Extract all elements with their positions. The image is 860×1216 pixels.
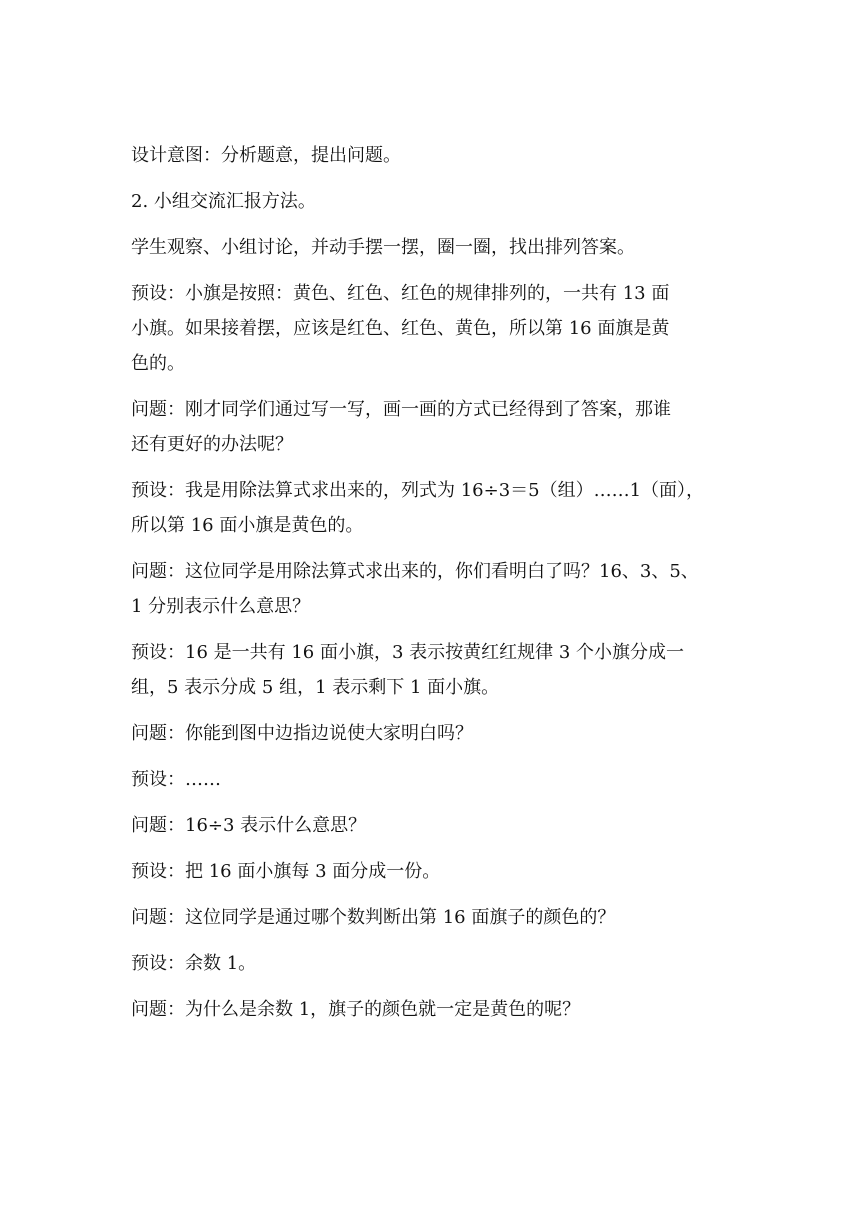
text-line: 小旗。如果接着摆，应该是红色、红色、黄色，所以第 16 面旗是黄: [131, 318, 670, 339]
text-line: 2. 小组交流汇报方法。: [131, 191, 316, 212]
document-body: [131, 138, 743, 1038]
text-line: 预设：16 是一共有 16 面小旗，3 表示按黄红红规律 3 个小旗分成一: [131, 642, 685, 663]
paragraph-design-intent: [131, 138, 743, 173]
paragraph-preset-division: [131, 473, 743, 543]
paragraph-question-why-yellow: [131, 992, 743, 1027]
paragraph-preset-remainder: [131, 946, 743, 981]
text-line: 问题：这位同学是用除法算式求出来的，你们看明白了吗？16、3、5、: [131, 561, 699, 582]
text-line: 预设：把 16 面小旗每 3 面分成一份。: [131, 861, 441, 882]
text-line: 问题：16÷3 表示什么意思？: [131, 815, 367, 836]
paragraph-question-which-number: [131, 900, 743, 935]
text-line: 还有更好的办法呢？: [131, 434, 293, 455]
paragraph-question-meaning: [131, 554, 743, 624]
paragraph-student-observation: [131, 230, 743, 265]
text-line: 所以第 16 面小旗是黄色的。: [131, 515, 364, 536]
text-line: 学生观察、小组讨论，并动手摆一摆，圈一圈，找出排列答案。: [131, 237, 635, 258]
text-line: 预设：余数 1。: [131, 953, 257, 974]
text-line: 预设：小旗是按照：黄色、红色、红色的规律排列的，一共有 13 面: [131, 283, 670, 304]
text-line: 预设：……: [131, 769, 221, 790]
paragraph-question-better-method: [131, 392, 743, 462]
text-line: 预设：我是用除法算式求出来的，列式为 16÷3＝5（组）……1（面），: [131, 480, 705, 501]
text-line: 设计意图：分析题意，提出问题。: [131, 145, 401, 166]
paragraph-preset-flag-pattern: [131, 276, 743, 381]
text-line: 问题：你能到图中边指边说使大家明白吗？: [131, 723, 473, 744]
paragraph-group-report-heading: [131, 184, 743, 219]
text-line: 问题：刚才同学们通过写一写，画一画的方式已经得到了答案，那谁: [131, 399, 671, 420]
paragraph-preset-grouping: [131, 854, 743, 889]
paragraph-preset-meaning: [131, 635, 743, 705]
text-line: 问题：为什么是余数 1，旗子的颜色就一定是黄色的呢？: [131, 999, 581, 1020]
paragraph-question-division-meaning: [131, 808, 743, 843]
paragraph-question-point-explain: [131, 716, 743, 751]
text-line: 组，5 表示分成 5 组，1 表示剩下 1 面小旗。: [131, 677, 500, 698]
text-line: 1 分别表示什么意思？: [131, 596, 311, 617]
text-line: 色的。: [131, 353, 185, 374]
paragraph-preset-ellipsis: [131, 762, 743, 797]
text-line: 问题：这位同学是通过哪个数判断出第 16 面旗子的颜色的？: [131, 907, 616, 928]
